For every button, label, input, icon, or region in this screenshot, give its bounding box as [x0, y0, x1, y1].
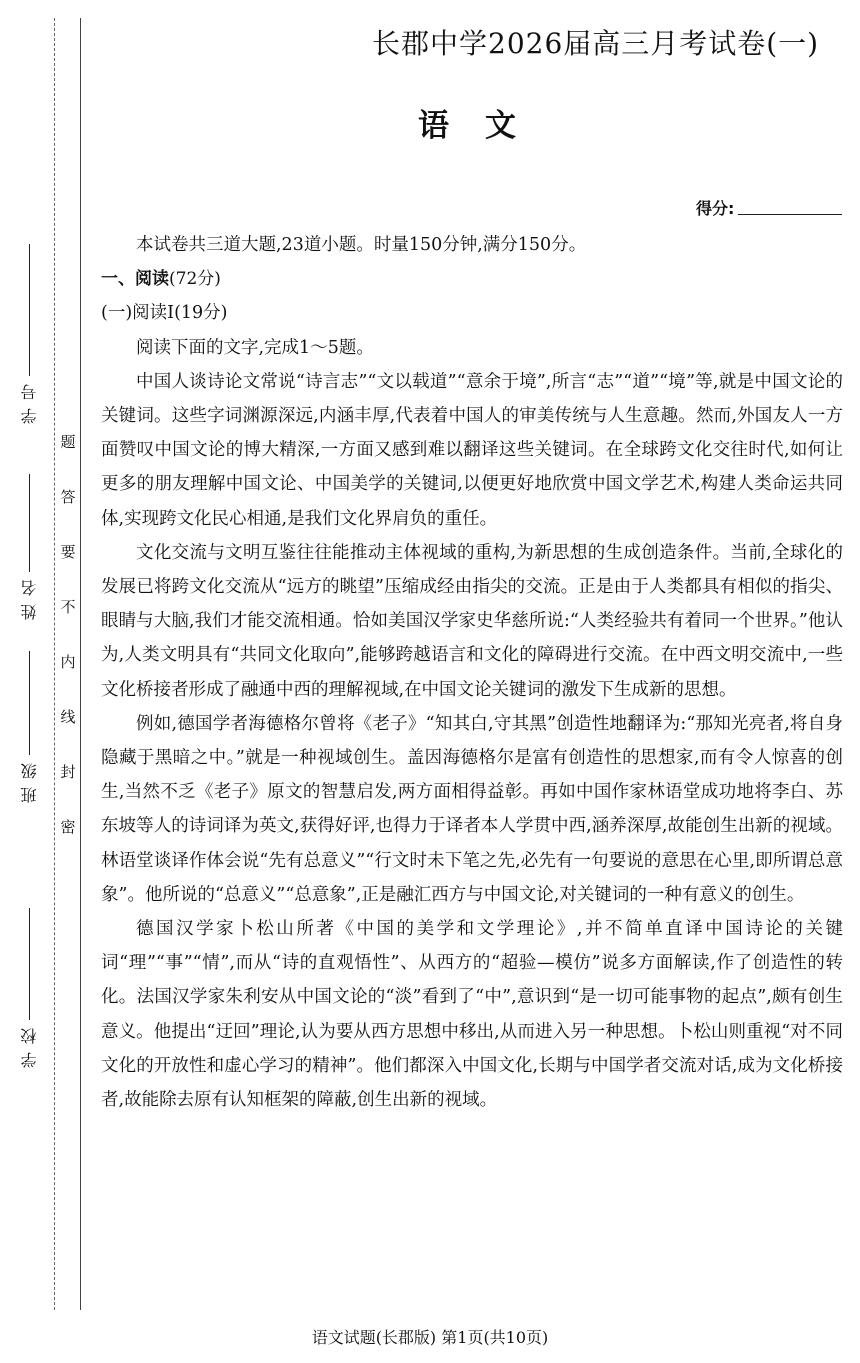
student-number-label: 学号 [19, 376, 39, 424]
class-blank[interactable] [29, 651, 30, 755]
name-blank[interactable] [29, 474, 30, 572]
student-number-blank[interactable] [29, 244, 30, 376]
binding-dotted-line [54, 18, 55, 1310]
passage-paragraph: 中国人谈诗论文常说“诗言志”“文以载道”“意余于境”,所言“志”“道”“境”等,就是中国文论的关键词。这些字词渊源深远,内涵丰厚,代表着中国人的审美传统与人生意趣。然而,外国友人一方面赞叹中国文论的博大精深,一方面又感到难以翻译这些关键词。在全球跨文化交往时代,如何让更多的朋友理解中国文论、中国美学的关键词,以便更好地欣赏中国文学艺术,构建人类命运共同体,实现跨文化民心相通,是我们文化界肩负的重任。 [101, 371, 843, 529]
margin-rule [80, 18, 81, 1310]
school-label: 学校 [19, 1020, 39, 1068]
subject-title: 语文 [418, 108, 552, 144]
seal-char: 不 [60, 598, 76, 616]
page-footer: 语文试题(长郡版) 第1页(共10页) [311, 1328, 549, 1347]
section-points: (72分) [169, 269, 221, 290]
score-label: 得分: [696, 199, 735, 218]
seal-char: 答 [60, 488, 76, 506]
exam-body [101, 228, 843, 1117]
field-student-number [14, 238, 44, 424]
section-heading [101, 262, 843, 296]
seal-char: 要 [60, 543, 76, 561]
field-class [14, 645, 44, 803]
seal-char: 密 [60, 818, 76, 836]
passage-paragraph: 文化交流与文明互鉴往往能推动主体视域的重构,为新思想的生成创造条件。当前,全球化的发展已将跨文化交流从“远方的眺望”压缩成经由指尖的交流。正是由于人类都具有相似的指尖、眼睛与大脑,我们才能交流相通。恰如美国汉学家史华慈所说:“人类经验共有着同一个世界。”他认为,人类文明具有“共同文化取向”,能够跨越语言和文化的障碍进行交流。在中西文明交流中,一些文化桥接者形成了融通中西的理解视域,在中国文论关键词的激发下生成新的思想。 [101, 542, 843, 700]
passage-paragraph: 例如,德国学者海德格尔曾将《老子》“知其白,守其黑”创造性地翻译为:“那知光亮者,将自身隐藏于黑暗之中。”就是一种视域创生。盖因海德格尔是富有创造性的思想家,而有令人惊喜的创生,当然不乏《老子》原文的智慧启发,两方面相得益彰。再如中国作家林语堂成功地将李白、苏东坡等人的诗词译为英文,获得好评,也得力于译者本人学贯中西,涵养深厚,故能创生出新的视域。林语堂谈译作体会说“先有总意义”“行文时未下笔之先,必先有一句要说的意思在心里,即所谓总意象”。他所说的“总意义”“总意象”,正是融汇西方与中国文论,对关键词的一种有意义的创生。 [101, 713, 843, 905]
seal-char: 题 [60, 433, 76, 451]
exam-intro: 本试卷共三道大题,23道小题。时量150分钟,满分150分。 [136, 235, 587, 255]
name-label: 姓名 [19, 572, 39, 620]
field-school [14, 902, 44, 1068]
seal-char: 内 [60, 653, 76, 671]
reading-instruction: 阅读下面的文字,完成1～5题。 [136, 337, 374, 358]
school-blank[interactable] [29, 908, 30, 1020]
passage-paragraph: 德国汉学家卜松山所著《中国的美学和文学理论》,并不简单直译中国诗论的关键词“理”“事”“情”,而从“诗的直观悟性”、从西方的“超验—模仿”说多方面解读,作了创造性的转化。法国汉学家朱利安从中国文论的“淡”看到了“中”,意识到“是一切可能事物的起点”,颇有创生意义。他提出“迂回”理论,认为要从西方思想中移出,从而进入另一种思想。卜松山则重视“对不同文化的开放性和虚心学习的精神”。他们都深入中国文化,长期与中国学者交流对话,成为文化桥接者,故能除去原有认知框架的障蔽,创生出新的视域。 [101, 919, 843, 1111]
section-title: 一、阅读 [101, 269, 169, 290]
seal-char: 线 [60, 708, 76, 726]
field-name [14, 468, 44, 620]
seal-line-notice [60, 435, 76, 835]
score-blank[interactable] [738, 214, 842, 215]
seal-char: 封 [60, 763, 76, 781]
exam-title: 长郡中学2026届高三月考试卷(一) [372, 27, 820, 60]
class-label: 班级 [19, 755, 39, 803]
subsection-heading: (一)阅读Ⅰ(19分) [101, 303, 228, 324]
